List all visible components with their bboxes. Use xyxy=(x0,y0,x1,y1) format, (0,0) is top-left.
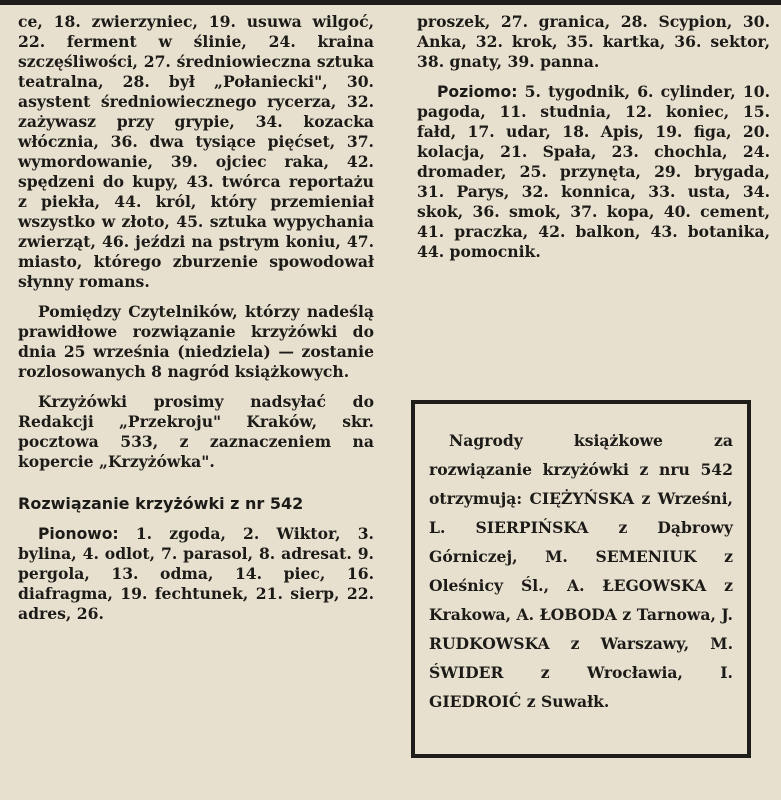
prize-winners-box xyxy=(411,400,751,758)
solution-heading: Rozwiązanie krzyżówki z nr 542 xyxy=(18,494,304,513)
vertical-continuation: proszek, 27. granica, 28. Scypion, 30. Anka, 32. krok, 35. kartka, 36. sektor, 38. gnaty, 39. panna. xyxy=(417,12,770,71)
contest-info: Pomiędzy Czytelników, którzy nadeślą prawidłowe rozwiązanie krzyżówki do dnia 25 września (niedziela) — zostanie rozlosowanych 8 nagród książkowych. xyxy=(18,302,374,381)
top-rule xyxy=(0,0,781,5)
horizontal-answers-paragraph xyxy=(417,82,770,262)
right-column xyxy=(417,12,770,262)
clues-continuation: ce, 18. zwierzyniec, 19. usuwa wilgoć, 22. ferment w ślinie, 24. kraina szczęśliwości, 27. średniowieczna sztuka teatralna, 28. był „Połaniecki", 30. asystent średniowiecznego rycerza, 32. zażywasz przy grypie, 34. kozacka włócznia, 36. dwa tysiące pięćset, 37. wymordowanie, 39. ojciec raka, 42. spędzeni do kupy, 43. twórca reportażu z piekła, 44. król, który przemieniał wszystko w złoto, 45. sztuka wypychania zwierząt, 46. jeździ na pstrym koniu, 47. miasto, którego zburzenie spowodował słynny romans. xyxy=(18,12,374,291)
prize-winners-text: Nagrody książkowe za rozwiązanie krzyżówki z nru 542 otrzymują: CIĘŻYŃSKA z Wrześni, L. SIERPIŃSKA z Dąbrowy Górniczej, M. SEMENIUK z Oleśnicy Śl., A. ŁEGOWSKA z Krakowa, A. ŁOBODA z Tarnowa, J. RUDKOWSKA z Warszawy, M. ŚWIDER z Wrocławia, I. GIEDROIĆ z Suwałk. xyxy=(429,431,733,711)
submission-info: Krzyżówki prosimy nadsyłać do Redakcji „Przekroju" Kraków, skr. pocztowa 533, z zaznaczeniem na kopercie „Krzyżówka". xyxy=(18,392,374,471)
horizontal-answers: 5. tygodnik, 6. cylinder, 10. pagoda, 11. studnia, 12. koniec, 15. fałd, 17. udar, 18. Apis, 19. figa, 20. kolacja, 21. Spała, 23. chochla, 24. dromader, 25. przynęta, 29. brygada, 31. Parys, 32. konnica, 33. usta, 34. skok, 36. smok, 37. kopa, 40. cement, 41. praczka, 42. balkon, 43. botanika, 44. pomocnik. xyxy=(417,82,770,261)
vertical-label: Pionowo: xyxy=(38,525,119,543)
vertical-answers-paragraph xyxy=(18,524,374,624)
vertical-answers: 1. zgoda, 2. Wiktor, 3. bylina, 4. odlot, 7. parasol, 8. adresat. 9. pergola, 13. odma, 14. piec, 16. diafragma, 19. fechtunek, 21. sierp, 22. adres, 26. xyxy=(18,524,374,623)
left-column xyxy=(18,12,374,624)
horizontal-label: Poziomo: xyxy=(437,83,518,101)
